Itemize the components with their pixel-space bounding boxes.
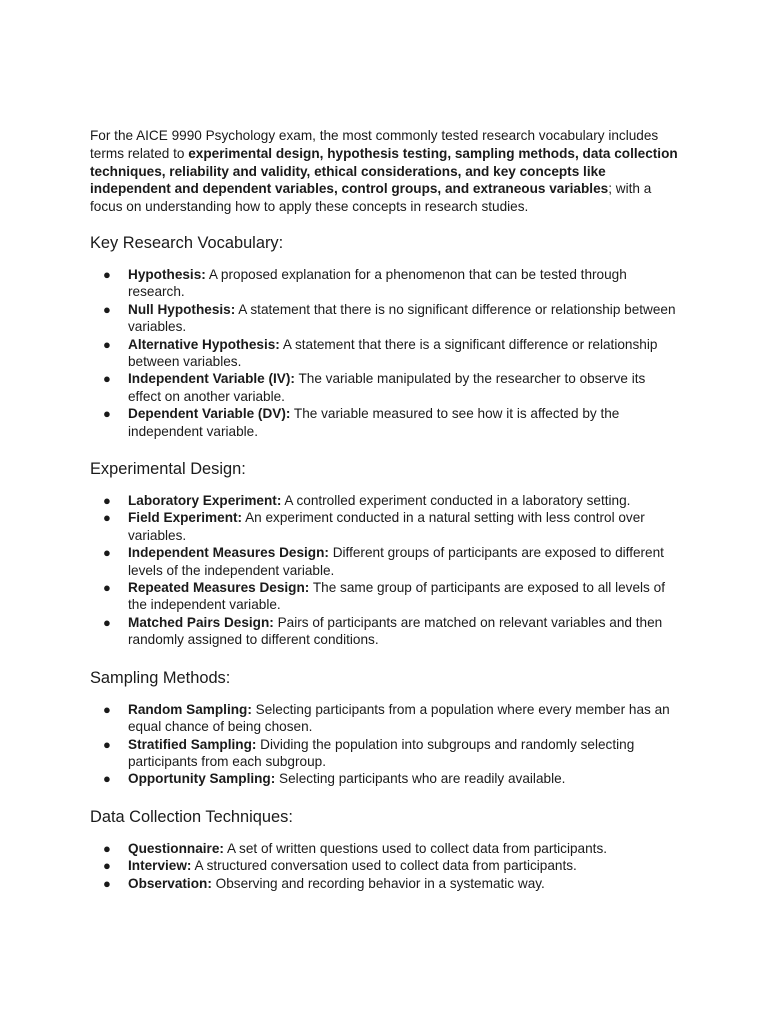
item-term: Independent Variable (IV): — [128, 371, 295, 387]
section-key-research-vocabulary — [90, 233, 682, 440]
bullet-icon: ● — [103, 875, 111, 891]
item-term: Alternative Hypothesis: — [128, 336, 280, 352]
section-heading: Key Research Vocabulary: — [90, 233, 284, 252]
section-heading: Data Collection Techniques: — [90, 807, 293, 826]
item-definition: Pairs of participants are matched on relevant variables and then randomly assigned to different conditions. — [128, 614, 663, 648]
item-term: Independent Measures Design: — [128, 545, 329, 561]
item-term: Interview: — [128, 858, 192, 874]
section-sampling-methods — [90, 668, 682, 788]
bullet-icon: ● — [103, 301, 111, 317]
item-term: Null Hypothesis: — [128, 301, 236, 317]
list-item — [90, 336, 682, 371]
item-definition: A controlled experiment conducted in a laboratory setting. — [281, 493, 631, 509]
bullet-icon: ● — [103, 371, 111, 387]
list-item — [90, 301, 682, 336]
item-definition: Observing and recording behavior in a systematic way. — [211, 875, 545, 891]
item-definition: Selecting participants from a population where every member has an equal chance of being chosen. — [128, 701, 670, 735]
list-item — [90, 614, 682, 649]
bullet-icon: ● — [103, 840, 111, 856]
item-term: Observation: — [128, 875, 212, 891]
list-item — [90, 840, 682, 857]
bullet-list — [90, 701, 682, 788]
item-term: Matched Pairs Design: — [128, 614, 274, 630]
bullet-list — [90, 266, 682, 440]
bullet-list — [90, 840, 682, 892]
list-item — [90, 266, 682, 301]
list-item — [90, 492, 682, 509]
item-definition: A structured conversation used to collect data from participants. — [191, 858, 577, 874]
item-definition: An experiment conducted in a natural setting with less control over variables. — [128, 510, 645, 543]
section-experimental-design — [90, 459, 682, 649]
bullet-icon: ● — [103, 771, 111, 787]
bullet-icon: ● — [103, 266, 111, 282]
list-item — [90, 405, 682, 440]
item-definition: Different groups of participants are exposed to different levels of the independent variable. — [128, 545, 664, 578]
bullet-icon: ● — [103, 701, 111, 717]
item-term: Field Experiment: — [128, 510, 243, 526]
list-item — [90, 736, 682, 771]
item-definition: Selecting participants who are readily available. — [275, 771, 566, 787]
section-heading: Experimental Design: — [90, 460, 246, 479]
list-item — [90, 579, 682, 614]
item-definition: A statement that there is no significant difference or relationship between variables. — [128, 301, 676, 335]
item-term: Opportunity Sampling: — [128, 771, 276, 787]
list-item — [90, 509, 682, 544]
item-term: Laboratory Experiment: — [128, 493, 282, 509]
item-definition: The variable manipulated by the researcher to observe its effect on another variable. — [128, 371, 646, 404]
item-definition: The variable measured to see how it is affected by the independent variable. — [128, 406, 620, 439]
list-item — [90, 770, 682, 787]
item-definition: A set of written questions used to collect data from participants. — [223, 840, 608, 856]
bullet-icon: ● — [103, 614, 111, 630]
item-definition: A proposed explanation for a phenomenon that can be tested through research. — [128, 266, 627, 300]
bullet-icon: ● — [103, 510, 111, 526]
item-definition: A statement that there is a significant difference or relationship between variables. — [128, 336, 658, 370]
item-term: Repeated Measures Design: — [128, 580, 310, 596]
item-term: Hypothesis: — [128, 266, 206, 282]
list-item — [90, 857, 682, 874]
bullet-list — [90, 492, 682, 649]
bullet-icon: ● — [103, 858, 111, 874]
list-item — [90, 370, 682, 405]
intro-text-end: ; with a focus on understanding how to apply these concepts in research studies. — [90, 181, 652, 215]
bullet-icon: ● — [103, 406, 111, 422]
section-heading: Sampling Methods: — [90, 668, 231, 687]
item-term: Stratified Sampling: — [128, 736, 257, 752]
item-term: Random Sampling: — [128, 701, 252, 717]
section-data-collection-techniques — [90, 807, 682, 892]
item-term: Questionnaire: — [128, 840, 224, 856]
bullet-icon: ● — [103, 736, 111, 752]
intro-bold-terms: experimental design, hypothesis testing, sampling methods, data collection techniques, reliability and validity, ethical considerations, and key concepts like independent and dependent variables, control groups, and extraneous variables — [90, 145, 678, 197]
bullet-icon: ● — [103, 580, 111, 596]
bullet-icon: ● — [103, 545, 111, 561]
document-page — [90, 127, 682, 892]
intro-text-start: For the AICE 9990 Psychology exam, the most commonly tested research vocabulary includes terms related to — [90, 128, 659, 161]
list-item — [90, 875, 682, 892]
bullet-icon: ● — [103, 493, 111, 509]
list-item — [90, 701, 682, 736]
item-definition: Dividing the population into subgroups and randomly selecting participants from each subgroup. — [128, 736, 635, 769]
list-item — [90, 544, 682, 579]
bullet-icon: ● — [103, 336, 111, 352]
item-term: Dependent Variable (DV): — [128, 406, 291, 422]
intro-paragraph — [90, 127, 682, 216]
item-definition: The same group of participants are exposed to all levels of the independent variable. — [128, 580, 665, 613]
